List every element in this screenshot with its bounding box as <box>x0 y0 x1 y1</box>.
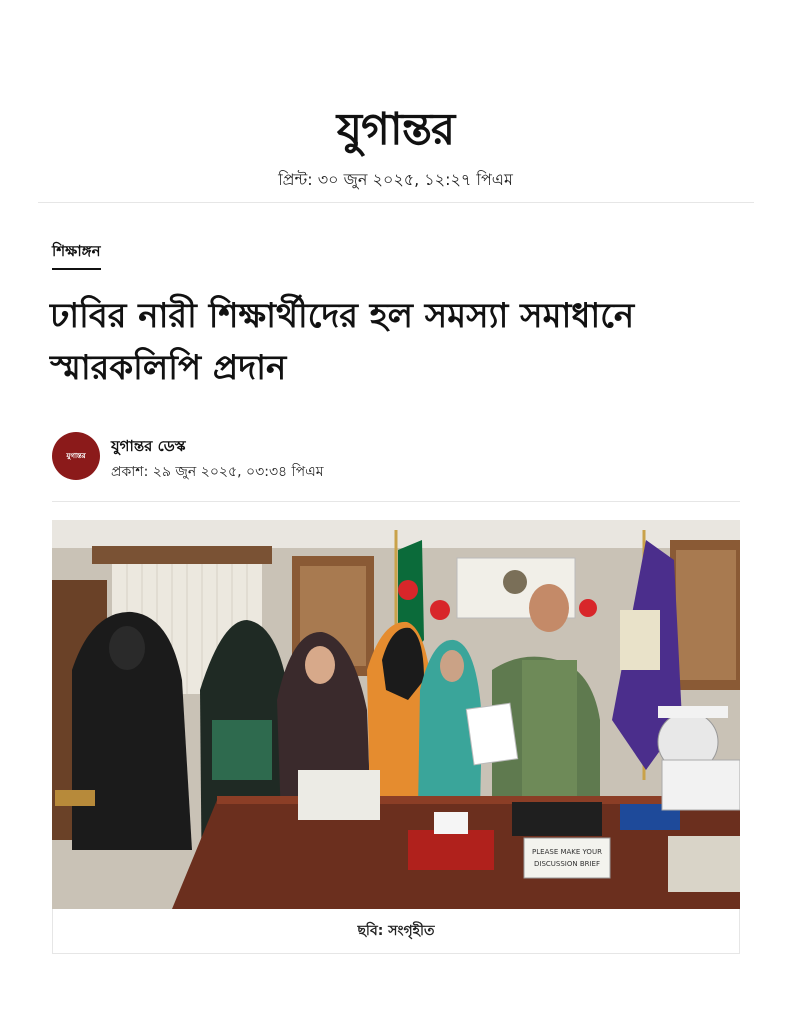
published-date: প্রকাশ: ২৯ জুন ২০২৫, ০৩:৩৪ পিএম <box>111 464 324 480</box>
author-avatar <box>52 432 100 480</box>
masthead <box>0 100 791 160</box>
svg-text:DISCUSSION BRIEF: DISCUSSION BRIEF <box>533 860 601 868</box>
photo-caption: ছবি: সংগৃহীত <box>52 909 740 954</box>
divider <box>38 202 754 203</box>
article-headline: ঢাবির নারী শিক্ষার্থীদের হল সমস্যা সমাধানে স্মারকলিপি প্রদান <box>50 296 635 388</box>
author-name[interactable]: যুগান্তর ডেস্ক <box>111 437 186 455</box>
print-date: প্রিন্ট: ৩০ জুন ২০২৫, ১২:২৭ পিএম <box>278 170 513 189</box>
article-photo <box>52 520 740 909</box>
photo-illustration <box>52 520 740 909</box>
category-link[interactable]: শিক্ষাঙ্গন <box>52 240 101 270</box>
logo[interactable]: যুগান্তর <box>336 104 455 155</box>
divider <box>52 501 740 502</box>
avatar-label: যুগান্তর <box>66 452 86 460</box>
photo-sign-text: PLEASE MAKE YOUR <box>532 848 602 856</box>
